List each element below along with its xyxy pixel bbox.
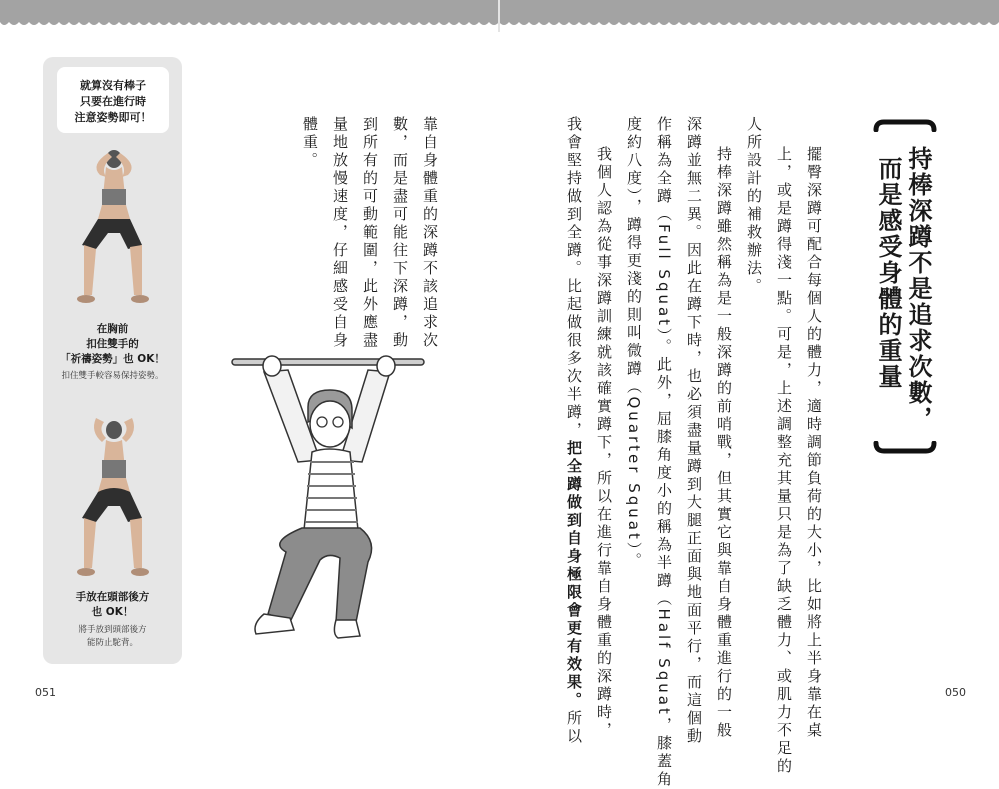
page-gutter	[498, 0, 500, 32]
bar-squat-illustration	[228, 352, 428, 652]
title-line1: 持棒深蹲不是追求次數，	[904, 146, 932, 432]
caption-hands-behind-head	[43, 590, 182, 620]
body-line: 到所有的可動範圍，此外應盡	[361, 116, 379, 350]
caption-hands-behind-head-note	[43, 624, 182, 650]
body-text-bold: 把全蹲做到自身極限會更有效果。	[565, 440, 583, 710]
sidebar-note	[57, 78, 169, 126]
body-line: 量地放慢速度，仔細感受自身	[331, 116, 349, 350]
title-line2: 而是感受身體的重量	[874, 156, 902, 390]
caption-prayer-pose-note: 扣住雙手較容易保持姿勢。	[61, 371, 164, 381]
body-line: 數，而是盡可能往下深蹲，動	[391, 116, 409, 350]
caption-line: 在胸前	[96, 323, 129, 335]
page-number-right: 050	[945, 686, 966, 699]
body-text: 所以	[565, 710, 583, 746]
body-line: 擺臀深蹲可配合每個人的體力，適時調節負荷的大小，比如將上半身靠在桌	[805, 146, 823, 740]
title-bracket-bottom	[872, 441, 938, 455]
note-line: 就算沒有棒子	[80, 79, 146, 92]
body-line: 體重。	[301, 116, 319, 170]
body-line-mixed	[566, 116, 581, 746]
prayer-pose-photo	[70, 145, 155, 310]
title-bracket-top	[872, 118, 938, 132]
caption-line: 扣住雙手的	[86, 338, 139, 350]
body-line: 人所設計的補救辦法。	[745, 116, 763, 296]
body-text: 我會堅持做到全蹲。比起做很多次半蹲，	[565, 116, 583, 440]
body-line: 度約八度），蹲得更淺的則叫微蹲（Quarter Squat）。	[625, 116, 643, 571]
body-line: 靠自身體重的深蹲不該追求次	[421, 116, 439, 350]
body-line: 我個人認為從事深蹲訓練就該確實蹲下，所以在進行靠自身體重的深蹲時，	[595, 146, 613, 740]
caption-line: 手放在頭部後方	[75, 591, 150, 603]
body-line: 上，或是蹲得淺一點。可是，上述調整充其量只是為了缺乏體力、或肌力不足的	[775, 146, 793, 776]
body-line: 深蹲並無二異。因此在蹲下時，也必須盡量蹲到大腿正面與地面平行，而這個動	[685, 116, 703, 746]
caption-line: 也 OK！	[91, 606, 134, 618]
caption-line: 「祈禱姿勢」也 OK！	[60, 353, 165, 365]
note-line: 只要在進行時	[80, 95, 146, 108]
hands-behind-head-photo	[70, 412, 155, 582]
body-line: 作稱為全蹲（Full Squat）。此外，屈膝角度小的稱為半蹲（Half Squat，膝蓋角	[655, 116, 673, 789]
body-line: 持棒深蹲雖然稱為是一般深蹲的前哨戰，但其實它與靠自身體重進行的一般	[715, 146, 733, 740]
page-number-left: 051	[35, 686, 56, 699]
caption-small-line: 將手放到頭部後方	[78, 625, 147, 635]
note-line: 注意姿勢即可！	[74, 111, 152, 124]
caption-prayer-pose	[43, 322, 182, 367]
caption-small-line: 能防止駝背。	[86, 638, 138, 648]
